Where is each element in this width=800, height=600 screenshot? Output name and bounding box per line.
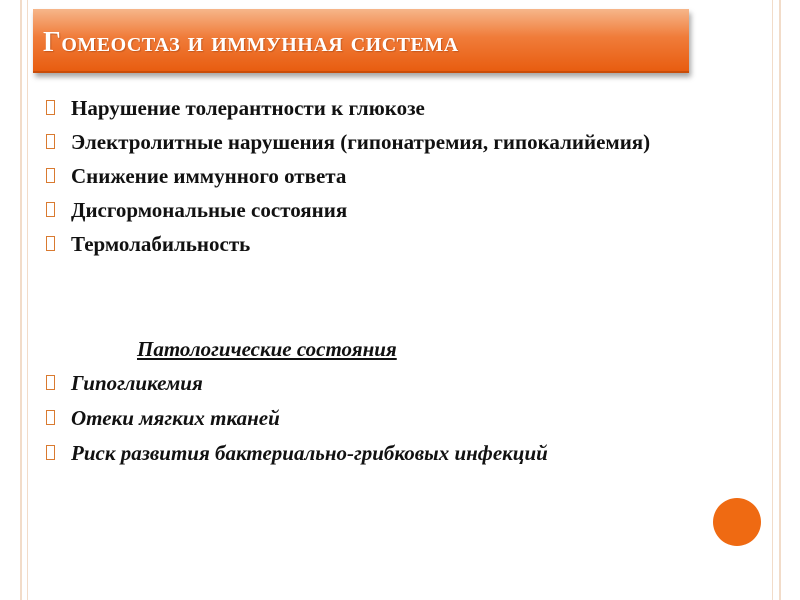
decor-line-left-inner	[27, 0, 28, 600]
list-item-text: Риск развития бактериально-грибковых инфекций	[71, 441, 548, 465]
list-item	[46, 130, 746, 155]
bullet-icon	[46, 168, 55, 183]
list-item	[46, 164, 746, 189]
bullet-icon	[46, 100, 55, 115]
section-subheading: Патологические состояния	[137, 337, 397, 361]
list-item	[46, 406, 746, 431]
list-item-text: Нарушение толерантности к глюкозе	[71, 96, 425, 120]
bullet-list	[46, 96, 746, 266]
decor-line-right-outer	[779, 0, 781, 600]
list-item	[46, 232, 746, 257]
list-item	[46, 96, 746, 121]
list-item-text: Термолабильность	[71, 232, 251, 256]
bullet-icon	[46, 375, 55, 390]
decor-line-left-outer	[20, 0, 22, 600]
bullet-icon	[46, 410, 55, 425]
list-item-text: Снижение иммунного ответа	[71, 164, 347, 188]
title-banner	[33, 9, 689, 73]
list-item-text: Дисгормональные состояния	[71, 198, 348, 222]
list-item	[46, 198, 746, 223]
bullet-icon	[46, 236, 55, 251]
list-item	[46, 371, 746, 396]
list-item-text: Гипогликемия	[71, 371, 203, 395]
list-item	[46, 441, 746, 466]
bullet-icon	[46, 134, 55, 149]
orange-circle-decor	[713, 498, 761, 546]
italic-bullet-list	[46, 371, 746, 476]
decor-line-right-inner	[772, 0, 773, 600]
bullet-icon	[46, 202, 55, 217]
list-item-text: Отеки мягких тканей	[71, 406, 280, 430]
list-item-text: Электролитные нарушения (гипонатремия, гипокалийемия)	[71, 130, 651, 154]
bullet-icon	[46, 445, 55, 460]
slide-title: Гомеостаз и иммунная система	[43, 27, 459, 58]
